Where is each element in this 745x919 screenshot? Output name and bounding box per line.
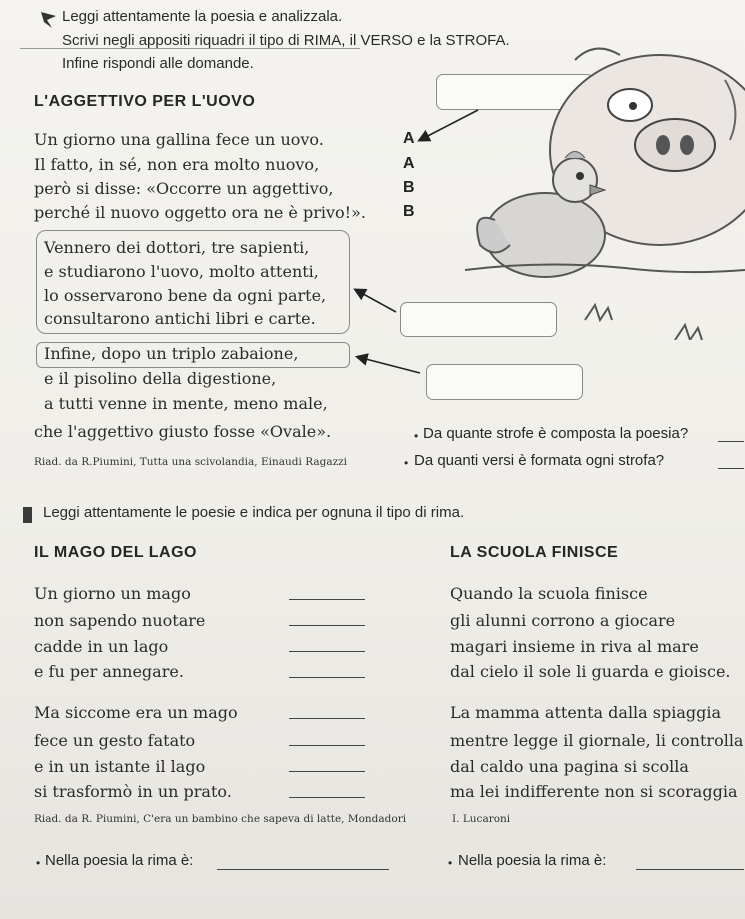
rhyme-letter: A — [403, 130, 415, 147]
verse-line: Ma siccome era un mago — [34, 703, 238, 722]
verse-line: non sapendo nuotare — [34, 611, 206, 630]
verse-line: perché il nuovo oggetto ora ne è privo!». — [34, 203, 366, 222]
answer-blank[interactable] — [718, 468, 744, 469]
verse-line: fece un gesto fatato — [34, 731, 196, 750]
question-versi: Da quanti versi è formata ogni strofa? — [414, 452, 665, 469]
poem-title: LA SCUOLA FINISCE — [450, 544, 619, 561]
verse-line: Un giorno una gallina fece un uovo. — [34, 130, 324, 149]
rhyme-answer-blank[interactable] — [636, 869, 744, 870]
verse-line: cadde in un lago — [34, 637, 169, 656]
verse-line: che l'aggettivo giusto fosse «Ovale». — [34, 422, 332, 441]
instruction-line-3: Infine rispondi alle domande. — [62, 55, 254, 72]
verse-line: lo osservarono bene da ogni parte, — [44, 286, 327, 305]
rhyme-letter: A — [403, 155, 415, 172]
rhyme-letter: B — [403, 203, 415, 220]
rhyme-blank[interactable] — [289, 771, 365, 772]
exercise-marker-icon — [23, 507, 32, 523]
pig-and-hen-illustration — [425, 20, 745, 340]
rhyme-blank[interactable] — [289, 718, 365, 719]
question-strofe: Da quante strofe è composta la poesia? — [423, 425, 689, 442]
verse-line: magari insieme in riva al mare — [450, 637, 699, 656]
instruction-line-2: Scrivi negli appositi riquadri il tipo di RIMA, il VERSO e la STROFA. — [62, 32, 510, 49]
verse-line: Il fatto, in sé, non era molto nuovo, — [34, 155, 320, 174]
verse-line: mentre legge il giornale, li controlla — [450, 731, 744, 750]
rhyme-blank[interactable] — [289, 745, 365, 746]
poem-credit: Riad. da R. Piumini, C'era un bambino che sapeva di latte, Mondadori — [34, 813, 407, 825]
verse-line: e fu per annegare. — [34, 662, 184, 681]
rhyme-blank[interactable] — [289, 625, 365, 626]
verse-line: dal cielo il sole li guarda e gioisce. — [450, 662, 731, 681]
rhyme-blank[interactable] — [289, 797, 365, 798]
verse-line: però si disse: «Occorre un aggettivo, — [34, 179, 334, 198]
rhyme-question: Nella poesia la rima è: — [458, 852, 607, 869]
verse-line: a tutti venne in mente, meno male, — [44, 394, 328, 413]
verse-line: dal caldo una pagina si scolla — [450, 757, 689, 776]
verse-line: Infine, dopo un triplo zabaione, — [44, 344, 299, 363]
verse-line: La mamma attenta dalla spiaggia — [450, 703, 722, 722]
poem-credit: Riad. da R.Piumini, Tutta una scivolandia, Einaudi Ragazzi — [34, 456, 348, 468]
rhyme-blank[interactable] — [289, 599, 365, 600]
rhyme-question: Nella poesia la rima è: — [45, 852, 194, 869]
rhyme-blank[interactable] — [289, 677, 365, 678]
poem-title: IL MAGO DEL LAGO — [34, 544, 197, 561]
divider — [20, 48, 360, 49]
verse-line: e studiarono l'uovo, molto attenti, — [44, 262, 319, 281]
bullet-icon: • — [36, 856, 41, 870]
exercise-number-icon — [38, 10, 60, 35]
verse-line: Vennero dei dottori, tre sapienti, — [44, 238, 310, 257]
verse-line: consultarono antichi libri e carte. — [44, 309, 316, 328]
answer-box-verso[interactable] — [426, 364, 583, 400]
verse-line: gli alunni corrono a giocare — [450, 611, 676, 630]
verse-line: Quando la scuola finisce — [450, 584, 648, 603]
rhyme-letter: B — [403, 179, 415, 196]
bullet-icon: • — [414, 429, 419, 443]
exercise2-instruction: Leggi attentamente le poesie e indica per ognuna il tipo di rima. — [43, 504, 465, 521]
instruction-line-1: Leggi attentamente la poesia e analizzala. — [62, 8, 343, 25]
bullet-icon: • — [448, 856, 453, 870]
verse-line: e in un istante il lago — [34, 757, 206, 776]
verse-line: Un giorno un mago — [34, 584, 191, 603]
verse-line: ma lei indifferente non si scoraggia — [450, 782, 738, 801]
poem-credit: I. Lucaroni — [452, 813, 511, 825]
verse-line: e il pisolino della digestione, — [44, 369, 277, 388]
rhyme-answer-blank[interactable] — [217, 869, 389, 870]
poem-title: L'AGGETTIVO PER L'UOVO — [34, 93, 256, 110]
bullet-icon: • — [404, 456, 409, 470]
rhyme-blank[interactable] — [289, 651, 365, 652]
verse-line: si trasformò in un prato. — [34, 782, 232, 801]
answer-blank[interactable] — [718, 441, 744, 442]
